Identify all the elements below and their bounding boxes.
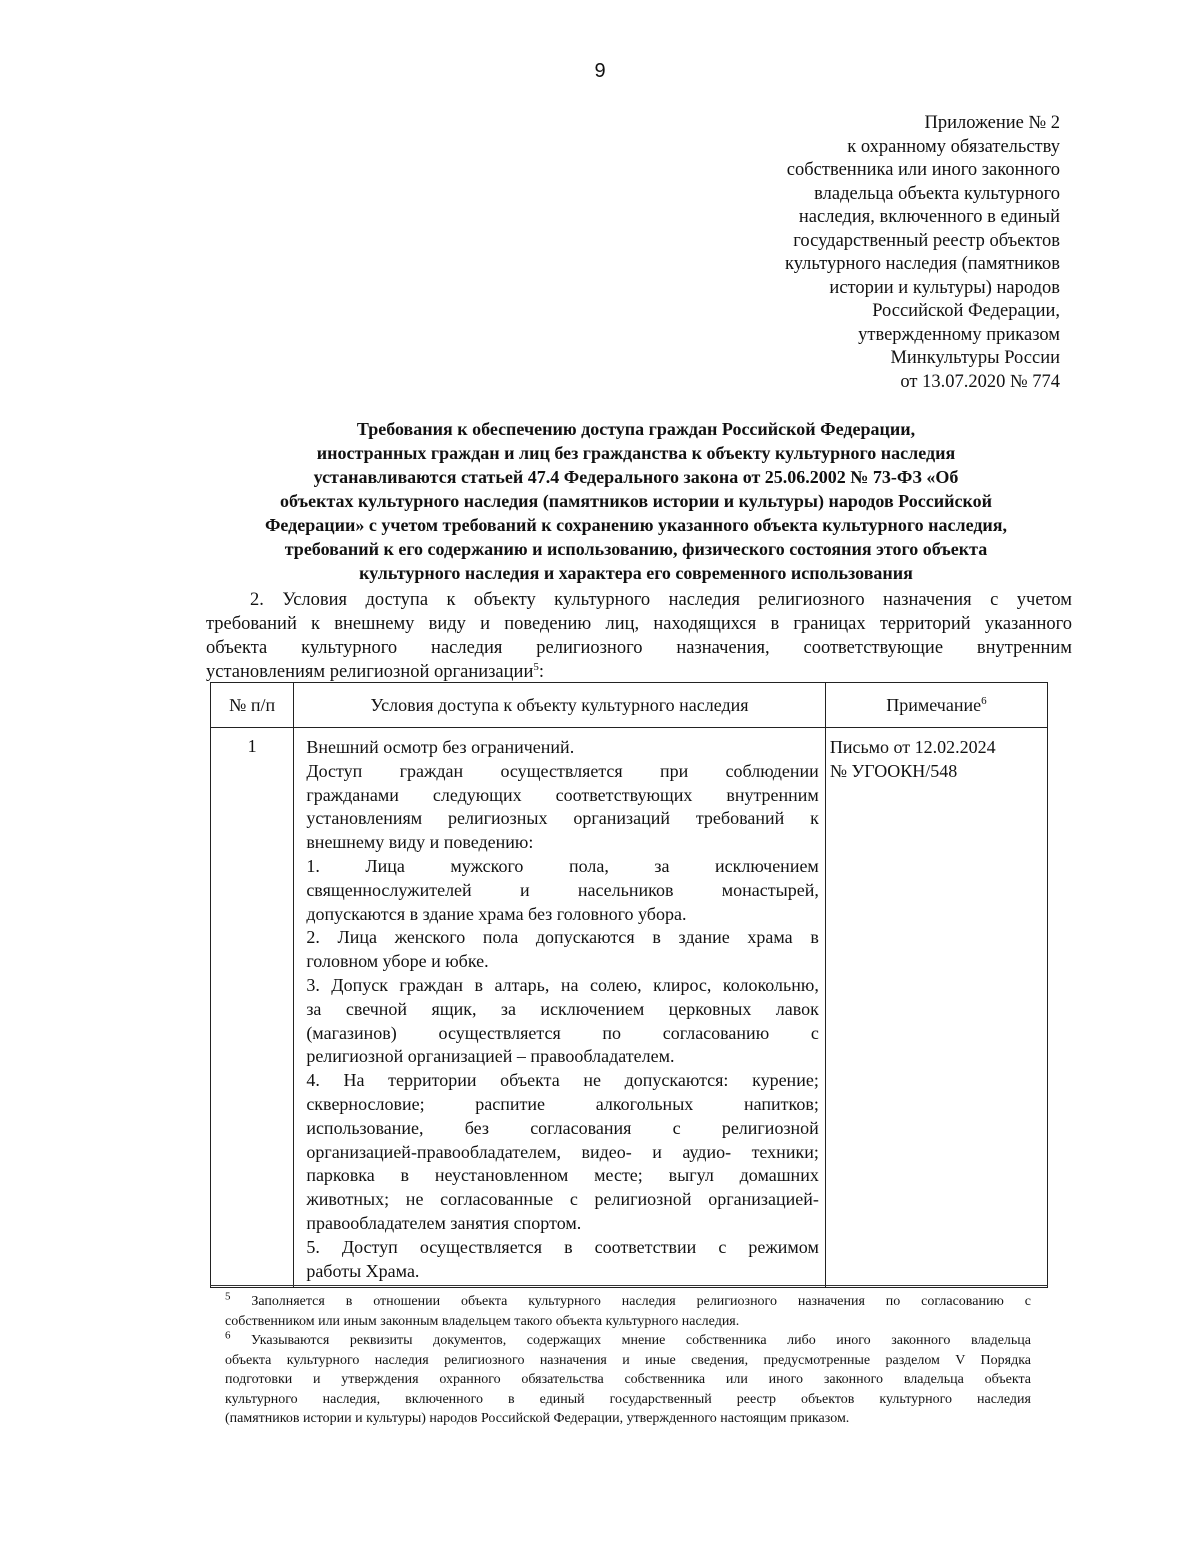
condition-line: допускаются в здание храма без головного убора.	[306, 903, 687, 924]
condition-line: священнослужителей и насельников монастырей,	[306, 879, 819, 900]
condition-line: за свечной ящик, за исключением церковных лавок	[306, 998, 819, 1019]
footnotes	[225, 1292, 1031, 1429]
footnote-ref-6: 6	[981, 694, 987, 707]
header-note	[825, 683, 1047, 728]
condition-line: религиозной организацией – правообладателем.	[306, 1046, 675, 1067]
page-number: 9	[594, 60, 606, 82]
footnote-divider	[210, 1285, 1048, 1286]
condition-line: организацией-правообладателем, видео- и аудио- техники;	[306, 1141, 819, 1162]
title-line: требований к его содержанию и использованию, физического состояния этого объекта	[284, 539, 988, 559]
intro-line: объекта культурного наследия религиозного назначения, соответствующие внутренним	[206, 638, 1072, 658]
condition-line: Внешний осмотр без ограничений.	[306, 737, 575, 757]
intro-end: :	[538, 662, 544, 682]
intro-line: требований к внешнему виду и поведению лиц, находящихся в границах территорий указанного	[206, 614, 1072, 634]
appendix-line: культурного наследия (памятников	[785, 254, 1060, 274]
footnote-5-line: собственником или иным законным владельцем такого объекта культурного наследия.	[225, 1313, 740, 1329]
appendix-line: Российской Федерации,	[872, 301, 1060, 321]
footnote-6-line: объекта культурного наследия религиозного назначения и иные сведения, предусмотренные разделом V Порядка	[225, 1352, 1031, 1368]
footnote-6-text: Указываются реквизиты документов, содержащих мнение собственника либо иного законного владельца	[251, 1333, 1032, 1348]
title-line: культурного наследия и характера его современного использования	[359, 563, 913, 583]
intro-paragraph	[206, 588, 1072, 684]
appendix-line: государственный реестр объектов	[793, 230, 1060, 251]
footnote-6-line	[225, 1331, 1031, 1351]
condition-line: (магазинов) осуществляется по согласованию с	[306, 1022, 819, 1043]
condition-line: правообладателем занятия спортом.	[306, 1212, 582, 1233]
condition-line: животных; не согласованные с религиозной организацией-	[306, 1189, 819, 1210]
appendix-line: к охранному обязательству	[847, 136, 1060, 157]
intro-line-text: установлениям религиозной организации	[206, 662, 534, 682]
header-conditions: Условия доступа к объекту культурного наследия	[294, 683, 826, 728]
requirements-table	[210, 682, 1048, 1288]
table-header-row	[211, 683, 1048, 728]
condition-line: 4. На территории объекта не допускаются: курение;	[306, 1070, 819, 1091]
condition-line: головном уборе и юбке.	[306, 951, 489, 972]
appendix-header	[660, 112, 1060, 394]
condition-line: внешнему виду и поведению:	[306, 832, 534, 853]
row-conditions	[294, 728, 826, 1288]
title-line: иностранных граждан и лиц без гражданства к объекту культурного наследия	[316, 443, 956, 463]
footnote-6-line: (памятников истории и культуры) народов Российской Федерации, утвержденного настоящим приказом.	[225, 1411, 850, 1426]
intro-line: 2. Условия доступа к объекту культурного наследия религиозного назначения с учетом	[250, 590, 1072, 610]
appendix-line: истории и культуры) народов	[829, 277, 1060, 298]
condition-line: парковка в неустановленном месте; выгул домашних	[306, 1165, 819, 1186]
appendix-line: от 13.07.2020 № 774	[900, 371, 1060, 392]
footnote-5-line	[225, 1292, 1031, 1312]
row-note	[825, 728, 1047, 1288]
footnote-marker-5: 5	[225, 1290, 231, 1303]
footnote-5-text: Заполняется в отношении объекта культурного наследия религиозного назначения по согласованию с	[251, 1294, 1031, 1309]
intro-line-last	[206, 660, 1072, 684]
condition-line: сквернословие; распитие алкогольных напитков;	[306, 1093, 819, 1114]
condition-line: установлениям религиозных организаций требований к	[306, 808, 819, 829]
appendix-line: наследия, включенного в единый	[798, 207, 1060, 227]
note-line: № УГООКН/548	[829, 760, 958, 781]
table-row	[211, 728, 1048, 1288]
condition-line: гражданами следующих соответствующих внутренним	[306, 784, 819, 805]
footnote-marker-6: 6	[225, 1329, 231, 1342]
footnote-6-line: подготовки и утверждения охранного обязательства собственника или иного законного владельца объекта	[225, 1372, 1031, 1387]
appendix-line: Приложение № 2	[924, 113, 1060, 133]
condition-line: 1. Лица мужского пола, за исключением	[306, 855, 819, 876]
condition-line: 2. Лица женского пола допускаются в здание храма в	[306, 927, 819, 948]
condition-line: работы Храма.	[306, 1260, 420, 1281]
title-line: Требования к обеспечению доступа граждан Российской Федерации,	[356, 419, 916, 439]
appendix-line: Минкультуры России	[890, 348, 1060, 368]
appendix-line: собственника или иного законного	[786, 160, 1060, 180]
footnote-ref-5: 5	[533, 660, 539, 673]
title-line: устанавливаются статьей 47.4 Федерального закона от 25.06.2002 № 73-ФЗ «Об	[313, 467, 959, 487]
document-title	[200, 417, 1072, 585]
condition-line: 3. Допуск граждан в алтарь, на солею, клирос, колокольню,	[306, 974, 819, 995]
condition-line: 5. Доступ осуществляется в соответствии с режимом	[306, 1236, 819, 1257]
appendix-line: владельца объекта культурного	[814, 183, 1060, 204]
row-number: 1	[211, 728, 294, 1288]
title-line: объектах культурного наследия (памятников истории и культуры) народов Российской	[280, 491, 992, 511]
note-line: Письмо от 12.02.2024	[829, 737, 996, 757]
title-line: Федерации» с учетом требований к сохранению указанного объекта культурного наследия,	[264, 515, 1008, 535]
condition-line: использование, без согласования с религиозной	[306, 1117, 819, 1138]
header-num: № п/п	[211, 683, 294, 728]
appendix-line: утвержденному приказом	[858, 324, 1060, 345]
header-note-label: Примечание	[886, 694, 982, 715]
condition-line: Доступ граждан осуществляется при соблюдении	[306, 760, 819, 781]
footnote-6-line: культурного наследия, включенного в единый государственный реестр объектов культурного наследия	[225, 1391, 1031, 1407]
